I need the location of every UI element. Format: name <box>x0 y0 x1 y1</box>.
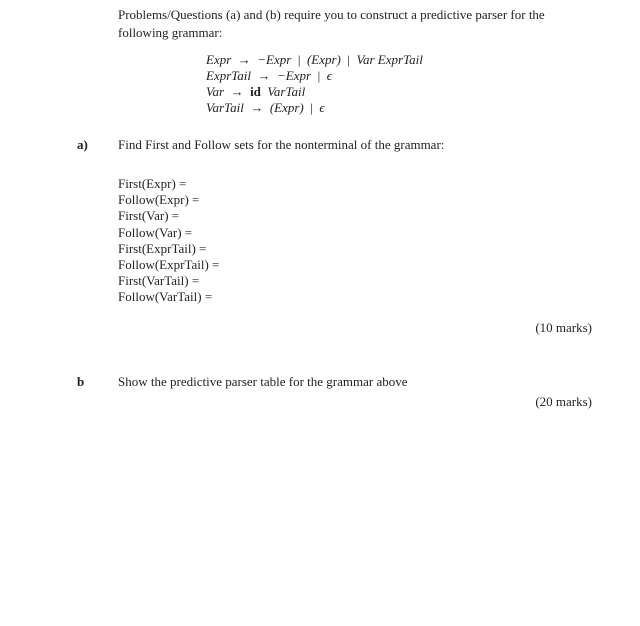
separator: | <box>297 52 301 67</box>
arrow: → <box>257 68 271 83</box>
rule-alt: Var <box>356 52 375 67</box>
set-item: First(Expr) = <box>118 176 187 191</box>
question-b-marks: (20 marks) <box>535 394 592 409</box>
rule-lhs: VarTail <box>206 100 244 115</box>
rule-lhs: Expr <box>206 52 232 67</box>
grammar-rule-expr <box>206 52 423 68</box>
grammar-block <box>206 52 423 116</box>
set-item: Follow(ExprTail) = <box>118 257 220 273</box>
separator: | <box>317 68 321 83</box>
rule-alt: −Expr <box>277 68 312 83</box>
rule-alt: (Expr) <box>306 52 341 67</box>
arrow: → <box>230 84 244 99</box>
arrow: → <box>250 100 264 115</box>
intro-text: Problems/Questions (a) and (b) require you to construct a predictive parser for the following grammar: <box>118 7 545 40</box>
rule-alt: −Expr <box>257 52 292 67</box>
rule-alt: ϵ <box>326 68 332 83</box>
set-item: Follow(Expr) = <box>118 192 200 208</box>
question-a-marks: (10 marks) <box>535 320 592 335</box>
grammar-rule-vartail <box>206 100 423 116</box>
rule-alt: ExprTail <box>377 52 423 67</box>
set-item: Follow(Var) = <box>118 224 193 240</box>
separator: | <box>310 100 313 115</box>
set-item: First(Var) = <box>118 208 180 224</box>
first-follow-list <box>118 176 219 306</box>
rule-lhs: Var <box>206 84 225 99</box>
rule-lhs: ExprTail <box>206 68 252 83</box>
grammar-rule-exprtail <box>206 68 423 84</box>
arrow: → <box>237 52 251 67</box>
set-item: Follow(VarTail) = <box>118 289 213 305</box>
rule-alt: VarTail <box>267 84 306 99</box>
set-item: First(ExprTail) = <box>118 240 207 256</box>
grammar-rule-var <box>206 84 423 100</box>
question-b-text: Show the predictive parser table for the grammar above <box>118 374 408 389</box>
question-a-label: a) <box>77 137 88 152</box>
question-b-label: b <box>77 374 85 389</box>
separator: | <box>347 52 350 67</box>
set-item: First(VarTail) = <box>118 273 200 289</box>
terminal-id: id <box>250 84 261 99</box>
rule-alt: (Expr) <box>269 100 304 115</box>
rule-alt: ϵ <box>319 100 325 115</box>
question-a-text: Find First and Follow sets for the nonterminal of the grammar: <box>118 137 445 152</box>
